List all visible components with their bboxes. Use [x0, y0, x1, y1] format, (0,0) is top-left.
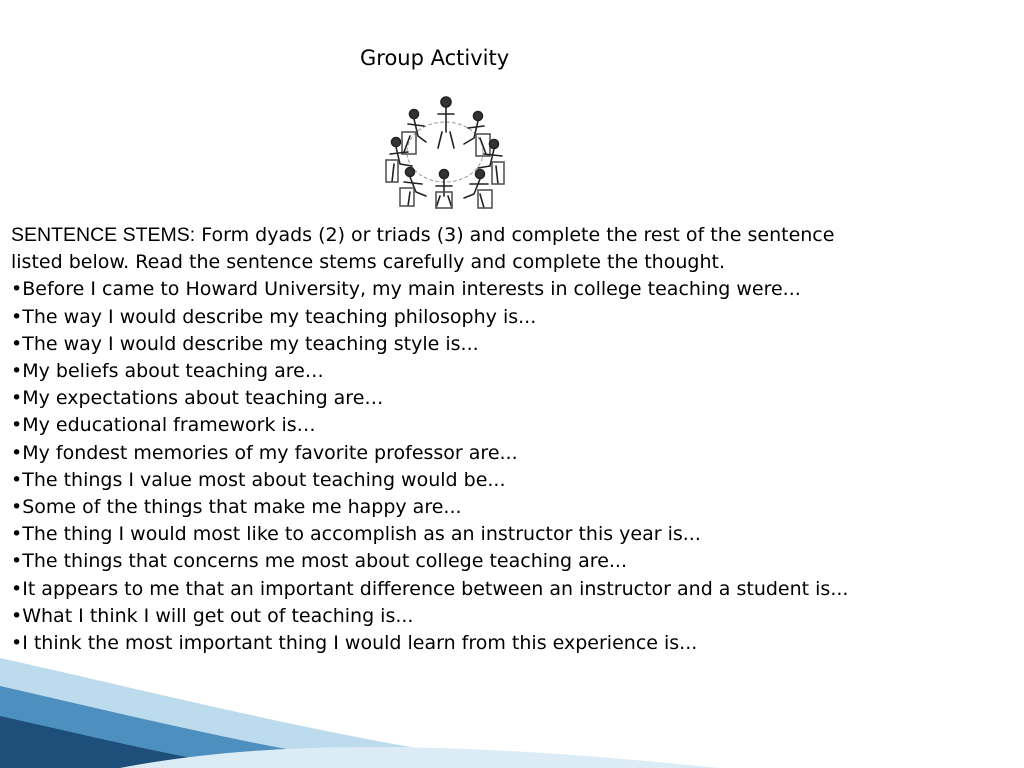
bullet-icon: •	[11, 305, 23, 328]
stem-text: Before I came to Howard University, my main interests in college teaching were...	[22, 278, 801, 301]
people-sitting-in-circle-illustration	[380, 92, 510, 210]
bullet-icon: •	[11, 523, 23, 546]
list-item	[11, 412, 861, 439]
stem-text: The way I would describe my teaching philosophy is...	[22, 305, 537, 328]
stem-text: What I think I will get out of teaching is...	[22, 604, 414, 627]
stem-text: My beliefs about teaching are…	[22, 360, 324, 383]
bullet-icon: •	[11, 468, 23, 491]
bullet-icon: •	[11, 332, 23, 355]
list-item	[11, 385, 861, 412]
list-item	[11, 358, 861, 385]
stem-text: My fondest memories of my favorite professor are...	[22, 441, 518, 464]
bullet-icon: •	[11, 550, 23, 573]
list-item	[11, 576, 861, 603]
stem-text: I think the most important thing I would learn from this experience is...	[22, 632, 698, 655]
stem-text: The way I would describe my teaching style is...	[22, 332, 479, 355]
stem-text: The thing I would most like to accomplish as an instructor this year is...	[22, 523, 701, 546]
bullet-icon: •	[11, 414, 23, 437]
bullet-icon: •	[11, 278, 23, 301]
list-item	[11, 630, 861, 657]
bullet-icon: •	[11, 387, 23, 410]
instructions-text: Form dyads (2) or triads (3) and complete the rest of the sentence listed below. Read the sentence stems carefully and complete the thought.	[11, 224, 835, 274]
sentence-stems-section	[11, 222, 861, 657]
slide-title: Group Activity	[360, 46, 510, 70]
bullet-icon: •	[11, 496, 23, 519]
bullet-icon: •	[11, 441, 23, 464]
stem-text: Some of the things that make me happy are...	[22, 496, 462, 519]
bullet-icon: •	[11, 360, 23, 383]
bullet-icon: •	[11, 604, 23, 627]
stem-text: The things I value most about teaching would be...	[22, 468, 506, 491]
bullet-icon: •	[11, 577, 23, 600]
list-item	[11, 494, 861, 521]
stem-text: My expectations about teaching are…	[22, 387, 384, 410]
list-item	[11, 304, 861, 331]
bullet-icon: •	[11, 632, 23, 655]
list-item	[11, 467, 861, 494]
wave-decoration	[0, 638, 1024, 768]
list-item	[11, 603, 861, 630]
stem-text: The things that concerns me most about college teaching are...	[22, 550, 627, 573]
sentence-stems-label: SENTENCE STEMS:	[11, 224, 196, 246]
list-item	[11, 548, 861, 575]
list-item	[11, 276, 861, 303]
list-item	[11, 440, 861, 467]
stem-text: It appears to me that an important difference between an instructor and a student is...	[22, 577, 849, 600]
sentence-stems-list	[11, 276, 861, 657]
list-item	[11, 521, 861, 548]
instructions-paragraph	[11, 222, 861, 276]
list-item	[11, 331, 861, 358]
stem-text: My educational framework is…	[22, 414, 316, 437]
